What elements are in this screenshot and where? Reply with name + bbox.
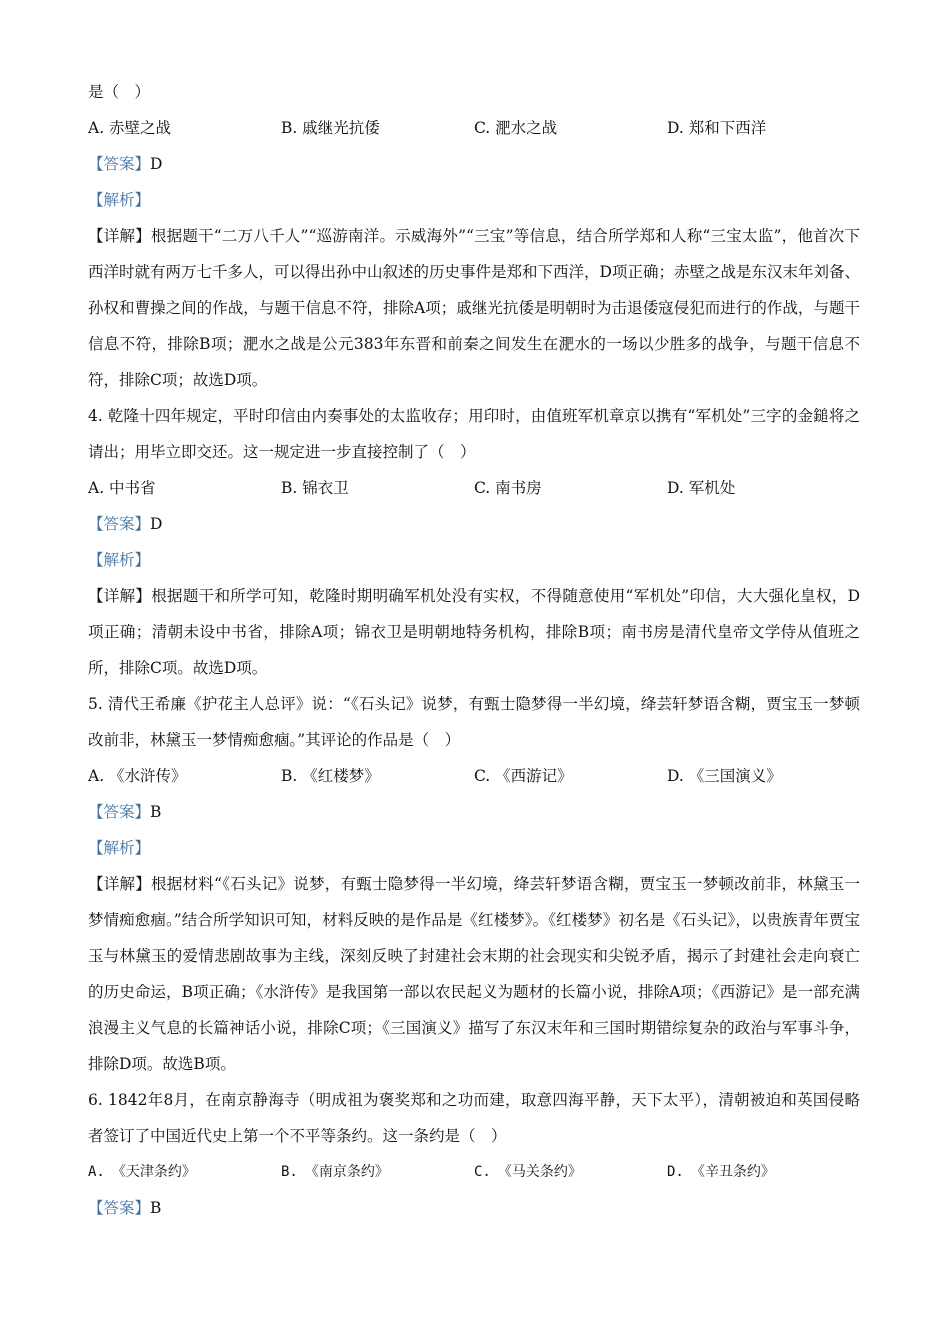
q4-option-a: A. 中书省	[88, 479, 156, 497]
detail-text: 根据题干和所学可知，乾隆时期明确军机处没有实权，不得随意使用“军机处”印信，大大强化皇权，D项正确；清朝未设中书省，排除A项；锦衣卫是明朝地特务机构，排除B项；南书房是清代皇帝文学侍从值班之所，排除C项。故选D项。	[88, 587, 860, 677]
answer-value: B	[150, 1199, 162, 1217]
q6-option-c: C. 《马关条约》	[474, 1164, 582, 1180]
q4-answer	[88, 506, 860, 542]
q3-option-b: B. 戚继光抗倭	[281, 119, 380, 137]
q3-stem-tail: 是（ ）	[88, 83, 151, 101]
answer-value: D	[150, 155, 163, 173]
q4-stem: 4. 乾隆十四年规定，平时印信由内奏事处的太监收存；用印时，由值班军机章京以携有“军机处”三字的金鎚将之请出；用毕立即交还。这一规定进一步直接控制了（ ）	[88, 407, 860, 461]
q4-analysis-tag: 【解析】	[88, 551, 151, 569]
q5-stem: 5. 清代王希廉《护花主人总评》说：“《石头记》说梦，有甄士隐梦得一半幻境，绛芸轩梦语含糊，贾宝玉一梦顿改前非，林黛玉一梦情痴愈痼。”其评论的作品是（ ）	[88, 695, 860, 749]
answer-tag: 【答案】	[88, 155, 151, 173]
q4-detail	[88, 578, 860, 686]
q6-options	[88, 1154, 860, 1190]
answer-value: B	[150, 803, 162, 821]
q3-option-c: C. 淝水之战	[474, 119, 558, 137]
q3-options	[88, 110, 860, 146]
q3-option-d: D. 郑和下西洋	[667, 119, 767, 137]
answer-tag: 【答案】	[88, 803, 151, 821]
q3-detail	[88, 218, 860, 398]
detail-text: 根据题干“二万八千人”“巡游南洋。示威海外”“三宝”等信息，结合所学郑和人称“三宝太监”，他首次下西洋时就有两万七千多人，可以得出孙中山叙述的历史事件是郑和下西洋，D项正确；赤壁之战是东汉末年刘备、孙权和曹操之间的作战，与题干信息不符，排除A项；戚继光抗倭是明朝时为击退倭寇侵犯而进行的作战，与题干信息不符，排除B项；淝水之战是公元383年东晋和前秦之间发生在淝水的一场以少胜多的战争，与题干信息不符，排除C项；故选D项。	[88, 227, 860, 389]
q4-option-d: D. 军机处	[667, 479, 736, 497]
q3-answer	[88, 146, 860, 182]
q6-option-b: B. 《南京条约》	[281, 1164, 389, 1180]
q4-option-b: B. 锦衣卫	[281, 479, 349, 497]
q5-option-c: C. 《西游记》	[474, 767, 573, 785]
q5-option-d: D. 《三国演义》	[667, 767, 782, 785]
detail-text: 根据材料“《石头记》说梦，有甄士隐梦得一半幻境，绛芸轩梦语含糊，贾宝玉一梦顿改前非，林黛玉一梦情痴愈痼。”结合所学知识可知，材料反映的是作品是《红楼梦》。《红楼梦》初名是《石头记》，以贵族青年贾宝玉与林黛玉的爱情悲剧故事为主线，深刻反映了封建社会末期的社会现实和尖锐矛盾，揭示了封建社会走向衰亡的历史命运，B项正确；《水浒传》是我国第一部以农民起义为题材的长篇小说，排除A项；《西游记》是一部充满浪漫主义气息的长篇神话小说，排除C项；《三国演义》描写了东汉末年和三国时期错综复杂的政治与军事斗争，排除D项。故选B项。	[88, 875, 860, 1073]
document-page	[88, 74, 860, 1226]
q5-analysis-tag: 【解析】	[88, 839, 151, 857]
q6-answer	[88, 1190, 860, 1226]
q6-option-a: A. 《天津条约》	[88, 1164, 196, 1180]
q5-answer	[88, 794, 860, 830]
q3-option-a: A. 赤壁之战	[88, 119, 172, 137]
detail-tag: 【详解】	[88, 875, 152, 893]
q5-option-b: B. 《红楼梦》	[281, 767, 380, 785]
answer-tag: 【答案】	[88, 1199, 151, 1217]
detail-tag: 【详解】	[88, 587, 152, 605]
answer-value: D	[150, 515, 163, 533]
q6-option-d: D. 《辛丑条约》	[667, 1164, 775, 1180]
q5-detail	[88, 866, 860, 1082]
q4-option-c: C. 南书房	[474, 479, 542, 497]
q5-options	[88, 758, 860, 794]
answer-tag: 【答案】	[88, 515, 151, 533]
q3-analysis-tag: 【解析】	[88, 191, 151, 209]
q5-option-a: A. 《水浒传》	[88, 767, 187, 785]
detail-tag: 【详解】	[88, 227, 151, 245]
q6-stem: 6. 1842年8月，在南京静海寺（明成祖为褒奖郑和之功而建，取意四海平静，天下太平），清朝被迫和英国侵略者签订了中国近代史上第一个不平等条约。这一条约是（ ）	[88, 1091, 860, 1145]
q4-options	[88, 470, 860, 506]
